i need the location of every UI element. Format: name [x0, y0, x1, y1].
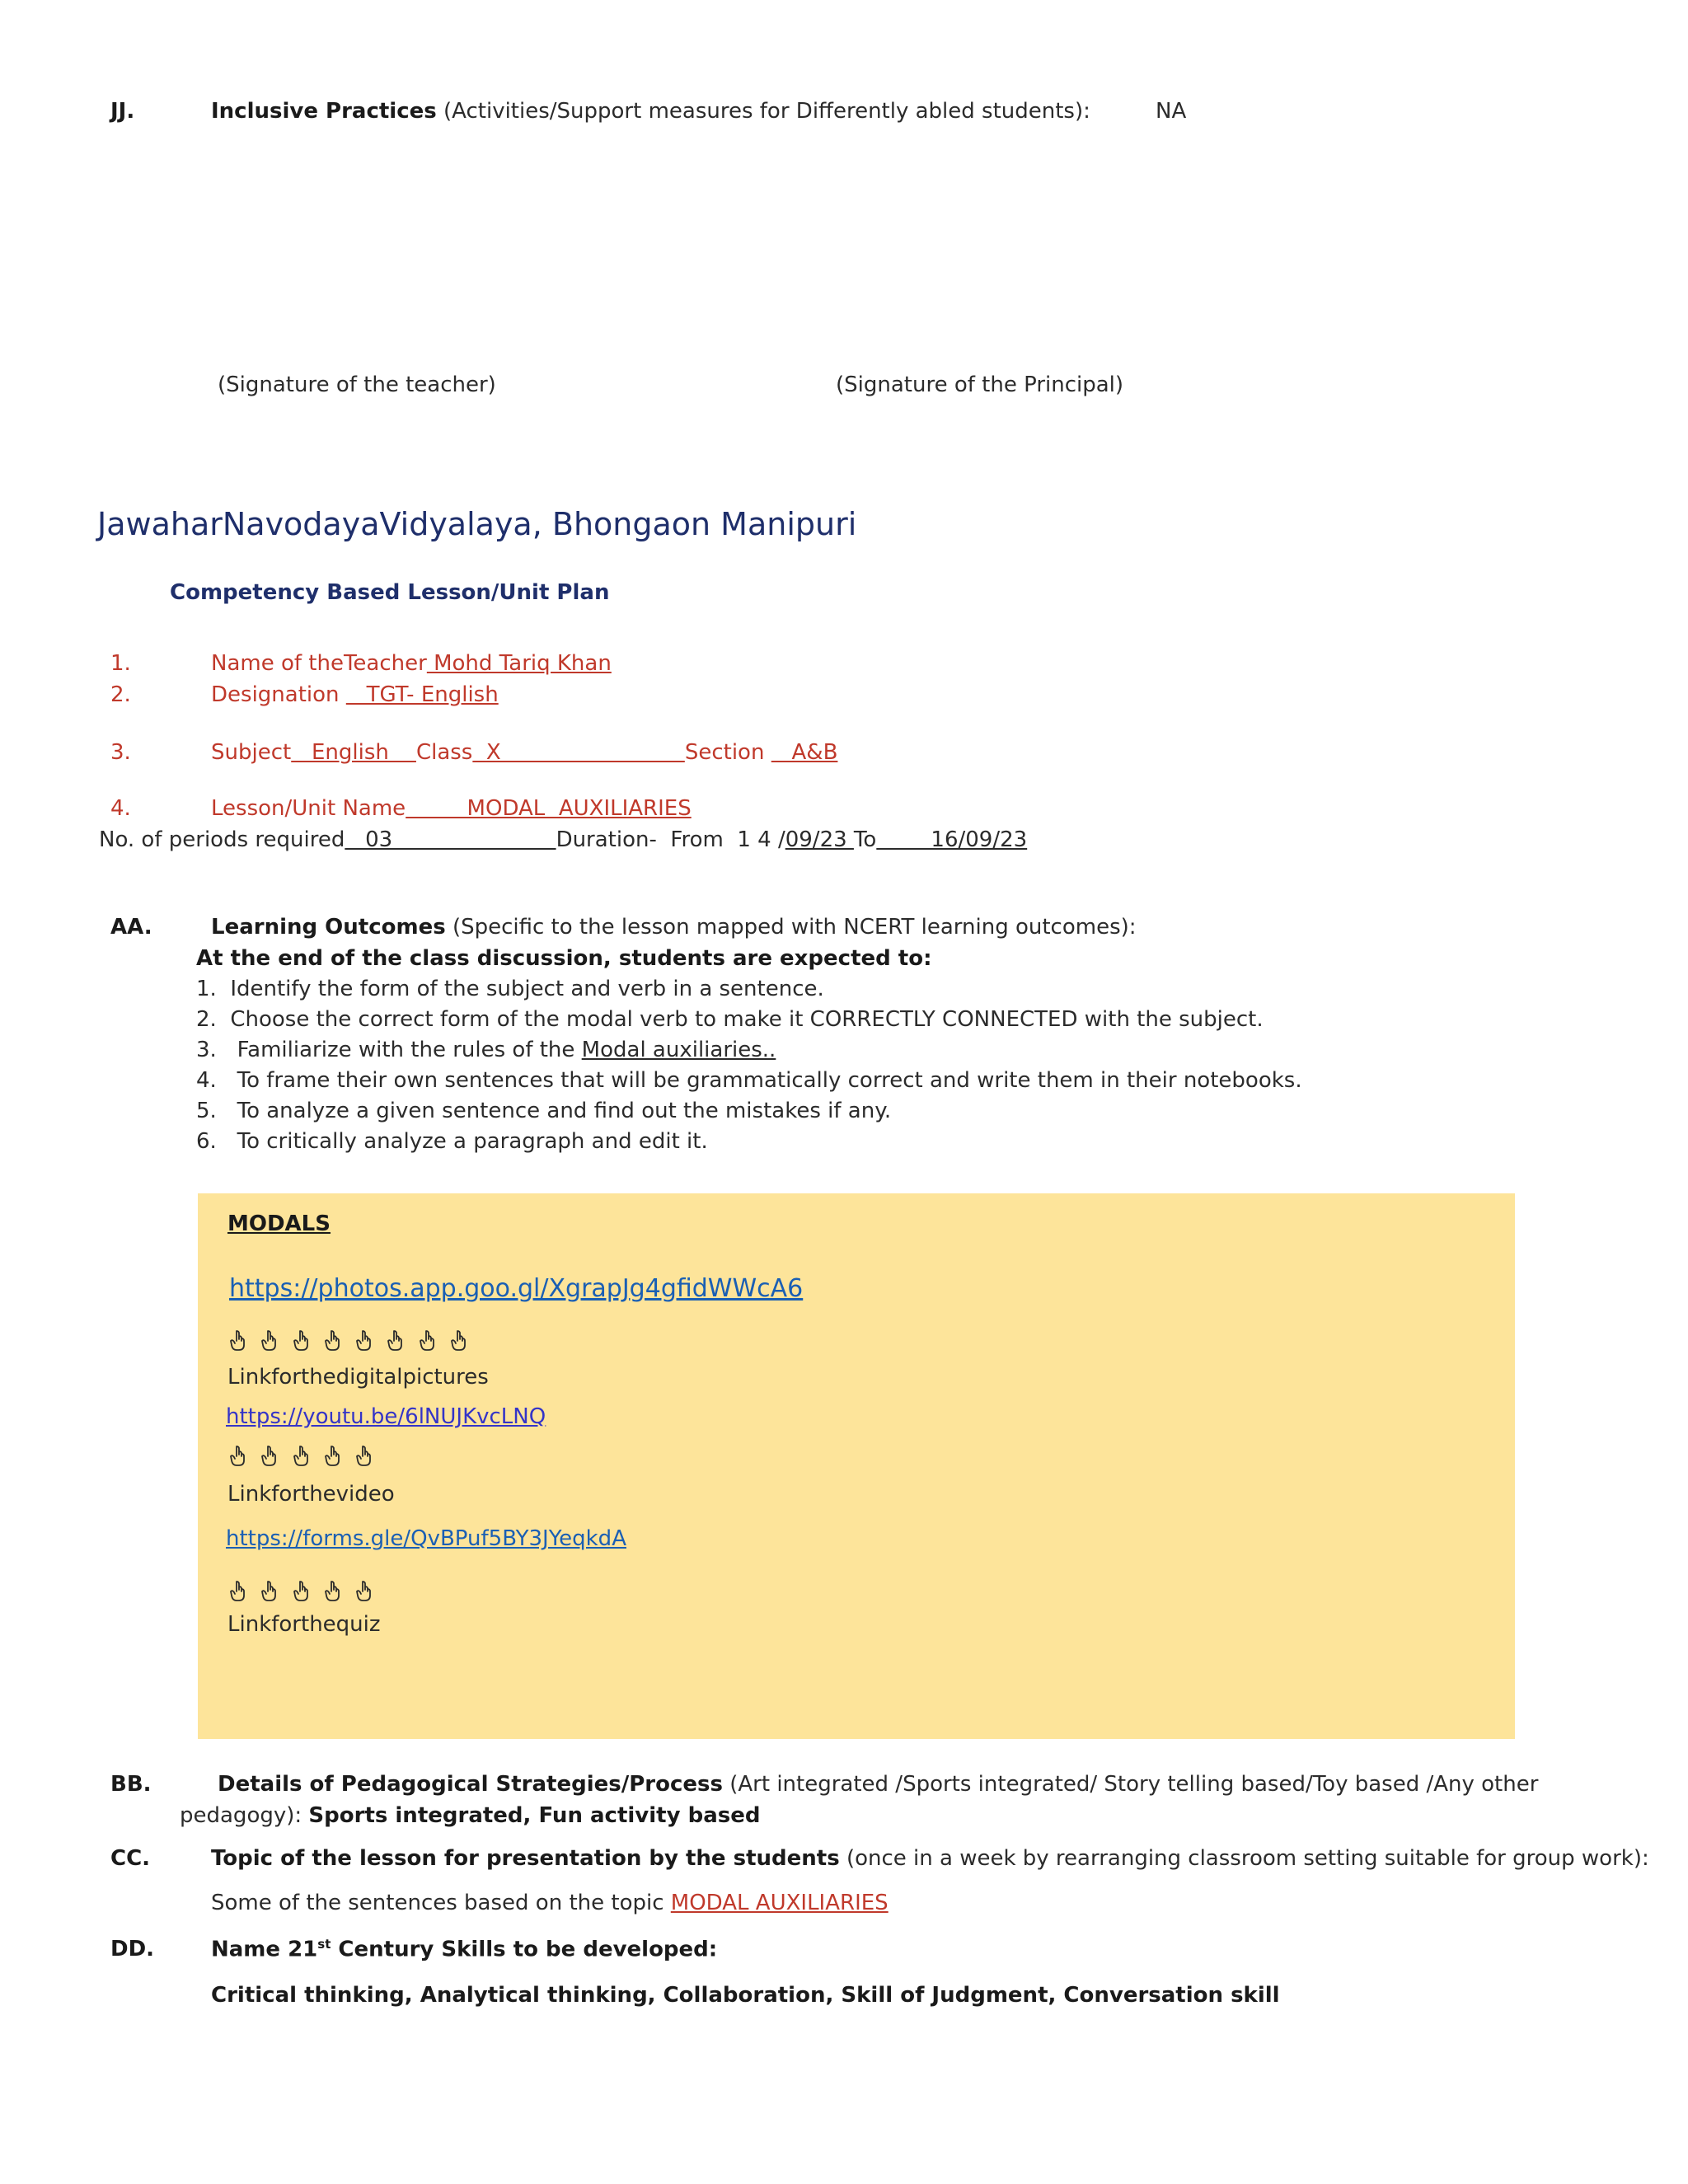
pointing-hand-icon [450, 1329, 471, 1352]
periods-label: No. of periods required [99, 827, 345, 852]
duration-to-label: To [853, 827, 877, 852]
field-designation-label: Designation [211, 682, 340, 707]
field-1-number: 1. [110, 651, 131, 676]
school-name: JawaharNavodayaVidyalaya, Bhongaon Manipuri [97, 506, 857, 542]
section-bb-desc2: pedagogy): [180, 1803, 302, 1828]
pointing-hand-icon [324, 1579, 345, 1602]
section-bb-marker: BB. [110, 1772, 152, 1797]
section-bb-title: Details of Pedagogical Strategies/Process [218, 1772, 723, 1797]
field-subject-value: English [291, 740, 416, 765]
modal-auxiliaries-link[interactable]: Modal auxiliaries.. [581, 1038, 776, 1062]
section-jj-value: NA [1156, 99, 1187, 124]
section-dd-title [211, 1937, 717, 1962]
outcome-item: 1. Identify the form of the subject and verb in a sentence. [196, 977, 824, 1001]
pointing-hand-icon [229, 1444, 251, 1467]
pointing-hand-icon [260, 1329, 282, 1352]
pictures-link[interactable]: https://photos.app.goo.gl/XgrapJg4gfidWWcA6 [229, 1274, 804, 1303]
video-link-label: Linkforthevideo [227, 1482, 395, 1507]
duration-from: 09/23 [785, 827, 854, 852]
section-bb-heading [218, 1772, 1538, 1797]
field-subject-label: Subject [211, 740, 292, 765]
field-lesson-label: Lesson/Unit Name [211, 796, 406, 821]
outcome-item: 2. Choose the correct form of the modal verb to make it CORRECTLY CONNECTED with the subject. [196, 1007, 1264, 1032]
pointing-hand-icon [355, 1579, 377, 1602]
section-aa-title: Learning Outcomes [211, 915, 446, 940]
hand-row-2 [229, 1442, 380, 1467]
resources-heading: MODALS [227, 1212, 331, 1236]
field-class-label: Class [415, 740, 473, 765]
section-bb-line2 [180, 1803, 760, 1828]
outcome-item: 4. To frame their own sentences that will be grammatically correct and write them in their notebooks. [196, 1068, 1302, 1093]
section-dd-skills: Critical thinking, Analytical thinking, Collaboration, Skill of Judgment, Conversation skill [211, 1983, 1280, 2008]
field-subject-class-section [211, 740, 837, 765]
field-teacher-value: Mohd Tariq Khan [426, 651, 612, 676]
pointing-hand-icon [324, 1444, 345, 1467]
section-dd-title-post: Century Skills to be developed: [331, 1937, 718, 1962]
outcome-item-text: 3. Familiarize with the rules of the [196, 1038, 582, 1062]
periods-duration-line [99, 827, 1027, 852]
quiz-link[interactable]: https://forms.gle/QvBPuf5BY3JYeqkdA [226, 1526, 626, 1551]
pointing-hand-icon [293, 1329, 314, 1352]
pointing-hand-icon [324, 1329, 345, 1352]
field-3-number: 3. [110, 740, 131, 765]
outcome-item: 5. To analyze a given sentence and find out the mistakes if any. [196, 1099, 892, 1123]
pointing-hand-icon [260, 1444, 282, 1467]
outcome-item: 6. To critically analyze a paragraph and edit it. [196, 1129, 708, 1154]
pointing-hand-icon [355, 1329, 377, 1352]
field-class-value: X [472, 740, 685, 765]
section-dd-title-sup: st [317, 1937, 331, 1952]
section-cc-title: Topic of the lesson for presentation by the students [211, 1846, 840, 1871]
outcome-item-3 [196, 1038, 776, 1062]
field-teacher-label: Name of theTeacher [211, 651, 427, 676]
plan-title: Competency Based Lesson/Unit Plan [170, 580, 610, 605]
pointing-hand-icon [293, 1579, 314, 1602]
field-designation [211, 682, 499, 707]
pointing-hand-icon [260, 1579, 282, 1602]
field-designation-value: TGT- English [345, 682, 499, 707]
section-jj-marker: JJ. [110, 99, 135, 124]
section-aa-marker: AA. [110, 915, 152, 940]
principal-signature-label: (Signature of the Principal) [836, 373, 1124, 397]
field-section-label: Section [684, 740, 765, 765]
section-bb-value: Sports integrated, Fun activity based [308, 1803, 761, 1828]
pointing-hand-icon [355, 1444, 377, 1467]
section-aa-intro: At the end of the class discussion, students are expected to: [196, 946, 932, 971]
section-dd-marker: DD. [110, 1937, 155, 1961]
pointing-hand-icon [229, 1329, 251, 1352]
section-cc-marker: CC. [110, 1846, 151, 1871]
field-lesson-name [211, 796, 692, 821]
pointing-hand-icon [229, 1579, 251, 1602]
hand-row-1 [229, 1327, 475, 1352]
field-2-number: 2. [110, 682, 131, 707]
section-jj-heading [211, 99, 1090, 124]
section-cc-desc: (once in a week by rearranging classroom setting suitable for group work): [846, 1846, 1649, 1871]
video-link[interactable]: https://youtu.be/6lNUJKvcLNQ [226, 1404, 546, 1429]
section-bb-desc: (Art integrated /Sports integrated/ Story telling based/Toy based /Any other [729, 1772, 1539, 1797]
field-lesson-value: MODAL AUXILIARIES [406, 796, 692, 821]
section-cc-heading [211, 1846, 1649, 1871]
section-jj-desc: (Activities/Support measures for Differently abled students): [443, 99, 1090, 124]
pointing-hand-icon [387, 1329, 408, 1352]
duration-label: Duration- From 1 4 / [556, 827, 785, 852]
teacher-signature-label: (Signature of the teacher) [218, 373, 496, 397]
section-cc-line [211, 1891, 889, 1915]
duration-to: 16/09/23 [876, 827, 1028, 852]
field-4-number: 4. [110, 796, 131, 821]
section-dd-title-pre: Name 21 [211, 1937, 318, 1962]
section-aa-heading [211, 915, 1137, 940]
pointing-hand-icon [419, 1329, 440, 1352]
periods-value: 03 [345, 827, 556, 852]
hand-row-3 [229, 1577, 380, 1602]
field-teacher-name [211, 651, 612, 676]
section-cc-topic: MODAL AUXILIARIES [670, 1891, 889, 1915]
section-aa-desc: (Specific to the lesson mapped with NCERT learning outcomes): [452, 915, 1137, 940]
field-section-value: A&B [771, 740, 838, 765]
quiz-link-label: Linkforthequiz [227, 1612, 381, 1637]
pointing-hand-icon [293, 1444, 314, 1467]
section-jj-title: Inclusive Practices [211, 99, 437, 124]
section-cc-line-text: Some of the sentences based on the topic [211, 1891, 671, 1915]
pictures-link-label: Linkforthedigitalpictures [227, 1365, 489, 1390]
